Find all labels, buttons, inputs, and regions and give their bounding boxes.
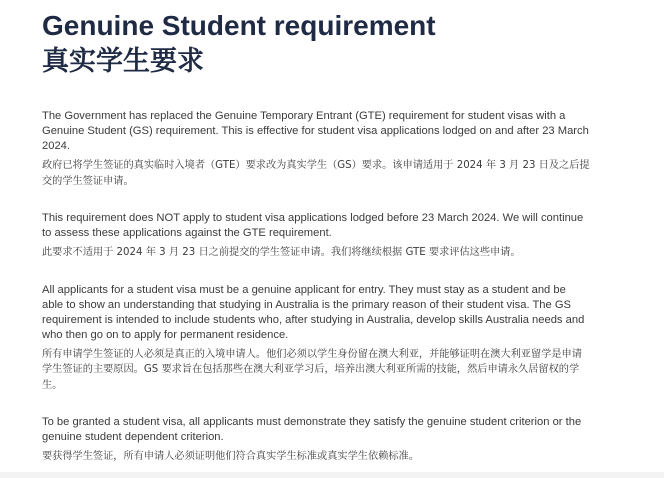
paragraph-chinese: 所有申请学生签证的人必须是真正的入境申请人。他们必须以学生身份留在澳大利亚，并能够证明在澳大利亚留学是申请学生签证的主要原因。GS 要求旨在包括那些在澳大利亚学习后，培养出澳大利亚所需的技能，然后申请永久居留权的学生。 bbox=[42, 348, 582, 391]
paragraph-english: The Government has replaced the Genuine Temporary Entrant (GTE) requirement for student visas with a Genuine Student (GS) requirement. This is effective for student visa applications lodged on and after 23 March 2024. bbox=[42, 110, 589, 152]
paragraph-chinese: 要获得学生签证，所有申请人必须证明他们符合真实学生标准或真实学生依赖标准。 bbox=[42, 451, 419, 462]
paragraph-english: This requirement does NOT apply to student visa applications lodged before 23 March 2024. We will continue to assess these applications against the GTE requirement. bbox=[42, 212, 584, 239]
paragraph-english: To be granted a student visa, all applicants must demonstrate they satisfy the genuine student criterion or the genuine student dependent criterion. bbox=[42, 416, 582, 443]
paragraph-chinese: 此要求不适用于 2024 年 3 月 23 日之前提交的学生签证申请。我们将继续根据 GTE 要求评估这些申请。 bbox=[42, 247, 521, 258]
section-applicability bbox=[42, 211, 590, 261]
paragraph-english: All applicants for a student visa must be a genuine applicant for entry. They must stay as a student and be able to show an understanding that studying in Australia is the primary reason of their student visa. The GS requirement is intended to include students who, after studying in Australia, develop skills Australia needs and who then go on to apply for permanent residence. bbox=[42, 283, 585, 341]
paragraph-chinese: 政府已将学生签证的真实临时入境者（GTE）要求改为真实学生（GS）要求。该申请适用于 2024 年 3 月 23 日及之后提交的学生签证申请。 bbox=[42, 160, 590, 187]
section-criteria bbox=[42, 415, 590, 465]
page-title-english: Genuine Student requirement bbox=[42, 10, 436, 41]
bottom-divider-strip bbox=[0, 472, 664, 478]
section-genuine-applicant bbox=[42, 283, 590, 394]
section-replacement-notice bbox=[42, 109, 590, 189]
page-title-chinese: 真实学生要求 bbox=[42, 46, 204, 77]
article-content bbox=[42, 10, 590, 465]
